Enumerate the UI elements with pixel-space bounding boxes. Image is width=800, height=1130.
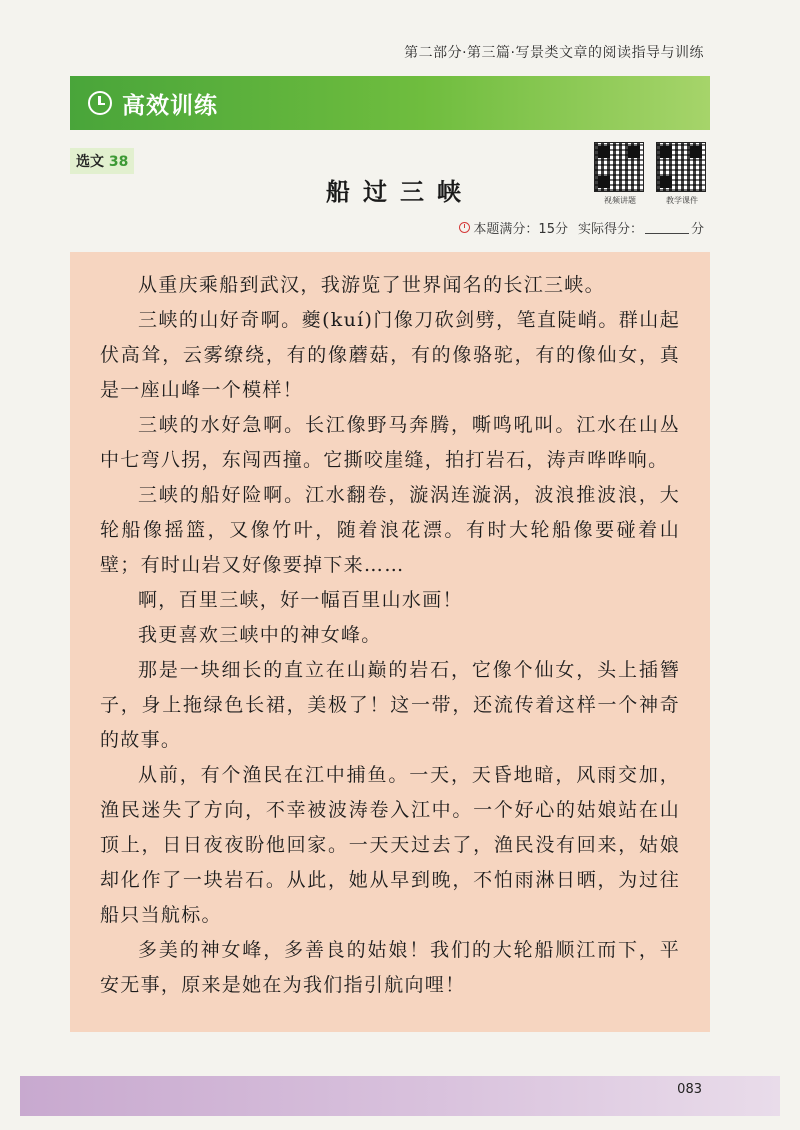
running-head: 第二部分·第三篇·写景类文章的阅读指导与训练	[404, 45, 704, 61]
selection-label	[70, 148, 134, 174]
full-score-label: 本题满分：15分	[473, 222, 568, 237]
qr-code-icon[interactable]	[594, 142, 644, 192]
footer-band	[20, 1076, 780, 1116]
passage-paragraph: 三峡的水好急啊。长江像野马奔腾，嘶鸣吼叫。江水在山丛中七弯八拐，东闯西撞。它撕咬崖缝，拍打岩石，涛声哗哗响。	[100, 414, 680, 471]
actual-score-label: 实际得分：	[577, 222, 643, 237]
passage-paragraph: 啊，百里三峡，好一幅百里山水画！	[138, 589, 463, 611]
qr-video[interactable]	[594, 142, 646, 206]
score-blank[interactable]	[645, 221, 689, 234]
qr-code-icon[interactable]	[656, 142, 706, 192]
passage-paragraph: 那是一块细长的直立在山巅的岩石，它像个仙女，头上插簪子，身上拖绿色长裙，美极了！这一带，还流传着这样一个神奇的故事。	[100, 659, 680, 751]
passage-paragraph: 三峡的山好奇啊。夔(kuí)门像刀砍剑劈，笔直陡峭。群山起伏高耸，云雾缭绕，有的像蘑菇，有的像骆驼，有的像仙女，真是一座山峰一个模样！	[100, 309, 680, 401]
page-number: 083	[677, 1082, 702, 1097]
qr-code-group	[594, 142, 708, 206]
qr-caption: 教学课件	[666, 196, 698, 205]
qr-caption: 视频讲题	[604, 196, 636, 205]
passage-paragraph: 多美的神女峰，多善良的姑娘！我们的大轮船顺江而下，平安无事，原来是她在为我们指引航向哩！	[100, 939, 680, 996]
section-banner	[70, 76, 710, 130]
timer-icon	[459, 222, 470, 233]
article-title: 船过三峡	[326, 178, 474, 206]
clock-icon	[88, 91, 112, 115]
passage-box	[70, 252, 710, 1032]
selection-label-text: 选文	[76, 154, 104, 170]
passage-paragraph: 从前，有个渔民在江中捕鱼。一天，天昏地暗，风雨交加，渔民迷失了方向，不幸被波涛卷入江中。一个好心的姑娘站在山顶上，日日夜夜盼他回家。一天天过去了，渔民没有回来，姑娘却化作了一块岩石。从此，她从早到晚，不怕雨淋日晒，为过往船只当航标。	[100, 764, 680, 926]
passage-paragraph: 我更喜欢三峡中的神女峰。	[138, 624, 382, 646]
qr-courseware[interactable]	[656, 142, 708, 206]
score-unit: 分	[690, 222, 704, 237]
selection-number: 38	[108, 154, 129, 170]
passage-paragraph: 三峡的船好险啊。江水翻卷，漩涡连漩涡，波浪推波浪，大轮船像摇篮，又像竹叶，随着浪花漂。有时大轮船像要碰着山壁；有时山岩又好像要掉下来……	[100, 484, 680, 576]
score-line	[459, 218, 704, 237]
banner-title: 高效训练	[122, 92, 218, 119]
passage-paragraph: 从重庆乘船到武汉，我游览了世界闻名的长江三峡。	[138, 274, 605, 296]
